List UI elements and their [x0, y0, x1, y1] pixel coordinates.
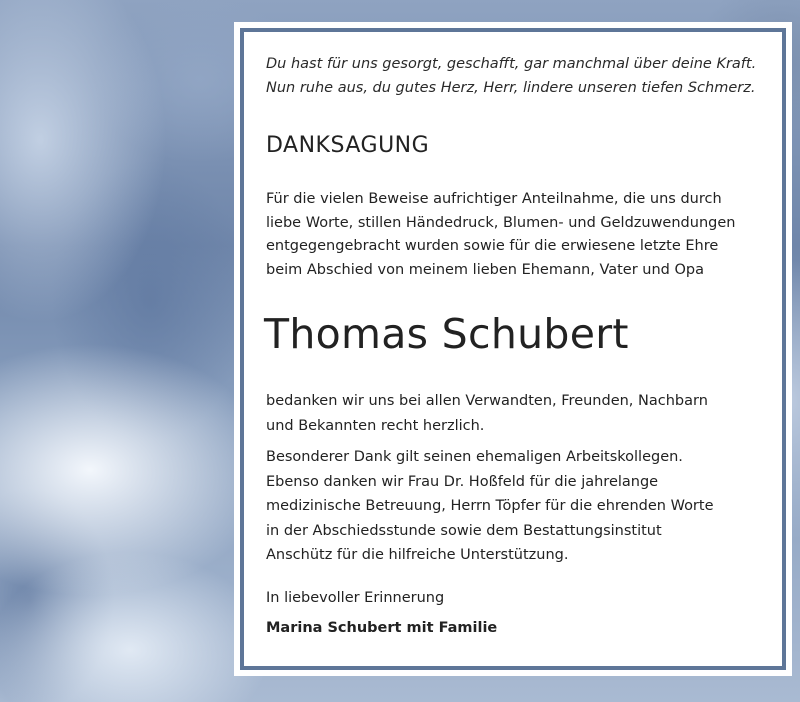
- signature: Marina Schubert mit Familie: [266, 620, 498, 636]
- deceased-name: Thomas Schubert: [264, 310, 629, 358]
- intro-line: beim Abschied von meinem lieben Ehemann, Vater und Opa: [266, 261, 704, 278]
- memorial-verse-line: Du hast für uns gesorgt, geschafft, gar manchmal über deine Kraft.: [266, 56, 757, 72]
- special-thanks-line: Ebenso danken wir Frau Dr. Hoßfeld für die jahrelange: [266, 473, 659, 490]
- memorial-verse: [266, 52, 766, 100]
- intro-line: Für die vielen Beweise aufrichtiger Anteilnahme, die uns durch: [266, 191, 722, 207]
- thanks-line: bedanken wir uns bei allen Verwandten, Freunden, Nachbarn: [266, 393, 708, 409]
- thanks-paragraph: [266, 389, 766, 438]
- intro-line: liebe Worte, stillen Händedruck, Blumen- und Geldzuwendungen: [266, 214, 736, 231]
- memorial-verse-line: Nun ruhe aus, du gutes Herz, Herr, lindere unseren tiefen Schmerz.: [266, 80, 756, 96]
- heading-danksagung: DANKSAGUNG: [266, 133, 430, 158]
- obituary-card: [234, 22, 792, 676]
- special-thanks-line: Besonderer Dank gilt seinen ehemaligen Arbeitskollegen.: [266, 449, 683, 465]
- intro-line: entgegengebracht wurden sowie für die erwiesene letzte Ehre: [266, 238, 719, 254]
- closing-line: In liebevoller Erinnerung: [266, 590, 445, 606]
- thanks-line: und Bekannten recht herzlich.: [266, 417, 485, 434]
- special-thanks-paragraph: [266, 445, 766, 568]
- special-thanks-line: in der Abschiedsstunde sowie dem Bestattungsinstitut: [266, 522, 662, 539]
- intro-paragraph: [266, 188, 766, 282]
- special-thanks-line: Anschütz für die hilfreiche Unterstützung.: [266, 547, 569, 563]
- special-thanks-line: medizinische Betreuung, Herrn Töpfer für die ehrenden Worte: [266, 498, 714, 514]
